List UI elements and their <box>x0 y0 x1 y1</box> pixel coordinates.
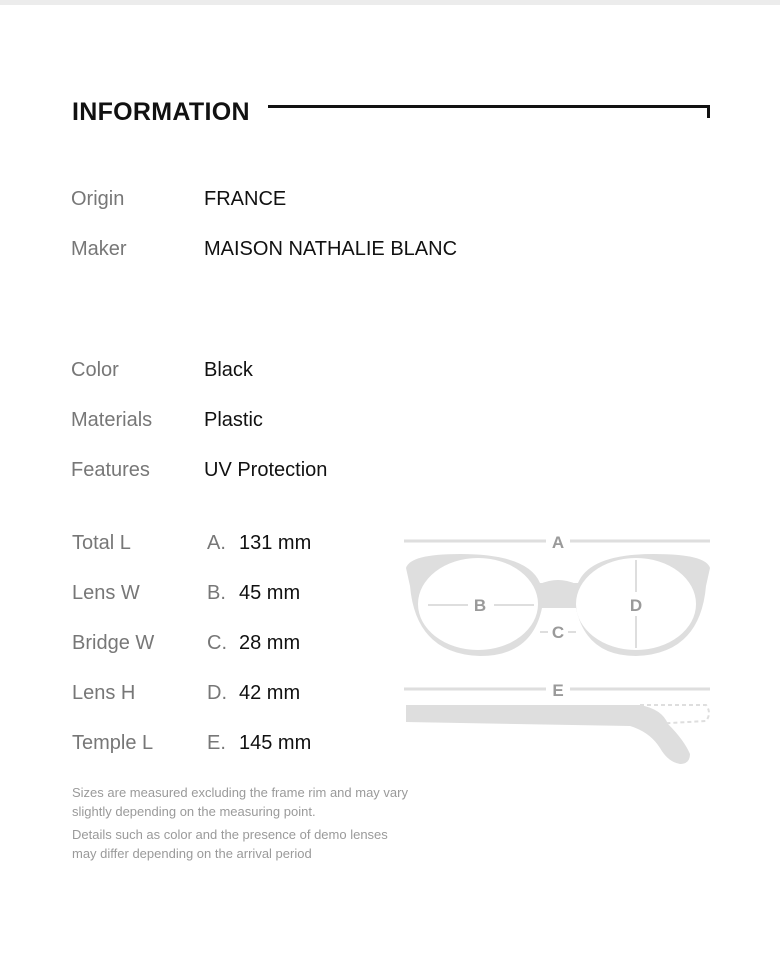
heading-rule <box>268 105 710 108</box>
temple-arm-body <box>406 705 690 764</box>
size-value: 145 mm <box>239 731 312 754</box>
spec-value: UV Protection <box>204 458 328 481</box>
size-row-lens-width <box>72 579 300 607</box>
size-value: 45 mm <box>239 581 301 604</box>
info-row-origin <box>71 185 286 213</box>
diagram-label-d: D <box>629 596 643 615</box>
top-divider <box>0 0 780 5</box>
diagram-label-b: B <box>473 596 487 615</box>
size-row-lens-height <box>72 679 300 707</box>
spec-label: Color <box>71 358 119 381</box>
spec-row-features <box>71 456 327 484</box>
info-row-maker <box>71 235 457 263</box>
diagram-label-c: C <box>551 623 565 642</box>
size-letter: E. <box>207 731 226 754</box>
diagram-label-a: A <box>551 533 565 552</box>
size-row-temple-length <box>72 729 311 757</box>
size-label: Lens H <box>72 681 136 704</box>
measurement-note: Sizes are measured excluding the frame rim and may vary slightly depending on the measuring point. <box>72 785 408 819</box>
spec-label: Features <box>71 458 150 481</box>
info-value: MAISON NATHALIE BLANC <box>204 237 458 260</box>
spec-label: Materials <box>71 408 153 431</box>
size-letter: A. <box>207 531 226 554</box>
details-note: Details such as color and the presence of demo lenses may differ depending on the arrival period <box>72 827 388 861</box>
size-label: Total L <box>72 531 131 554</box>
spec-row-materials <box>71 406 263 434</box>
diagram-label-e: E <box>552 681 564 700</box>
info-label: Origin <box>71 187 125 210</box>
size-value: 28 mm <box>239 631 301 654</box>
size-row-bridge-width <box>72 629 300 657</box>
size-letter: C. <box>207 631 227 654</box>
info-label: Maker <box>71 237 127 260</box>
spec-value: Plastic <box>204 408 263 431</box>
spec-row-color <box>71 356 253 384</box>
heading-rule-end <box>707 105 710 118</box>
size-label: Temple L <box>72 731 154 754</box>
info-value: FRANCE <box>204 187 287 210</box>
size-letter: D. <box>207 681 227 704</box>
size-value: 131 mm <box>239 531 312 554</box>
size-value: 42 mm <box>239 681 301 704</box>
size-letter: B. <box>207 581 226 604</box>
size-label: Lens W <box>72 581 140 604</box>
temple-arm <box>406 705 709 764</box>
spec-value: Black <box>204 358 253 381</box>
glasses-size-diagram <box>400 528 716 768</box>
size-row-total-length <box>72 529 311 557</box>
section-title: INFORMATION <box>72 98 250 126</box>
size-label: Bridge W <box>72 631 155 654</box>
